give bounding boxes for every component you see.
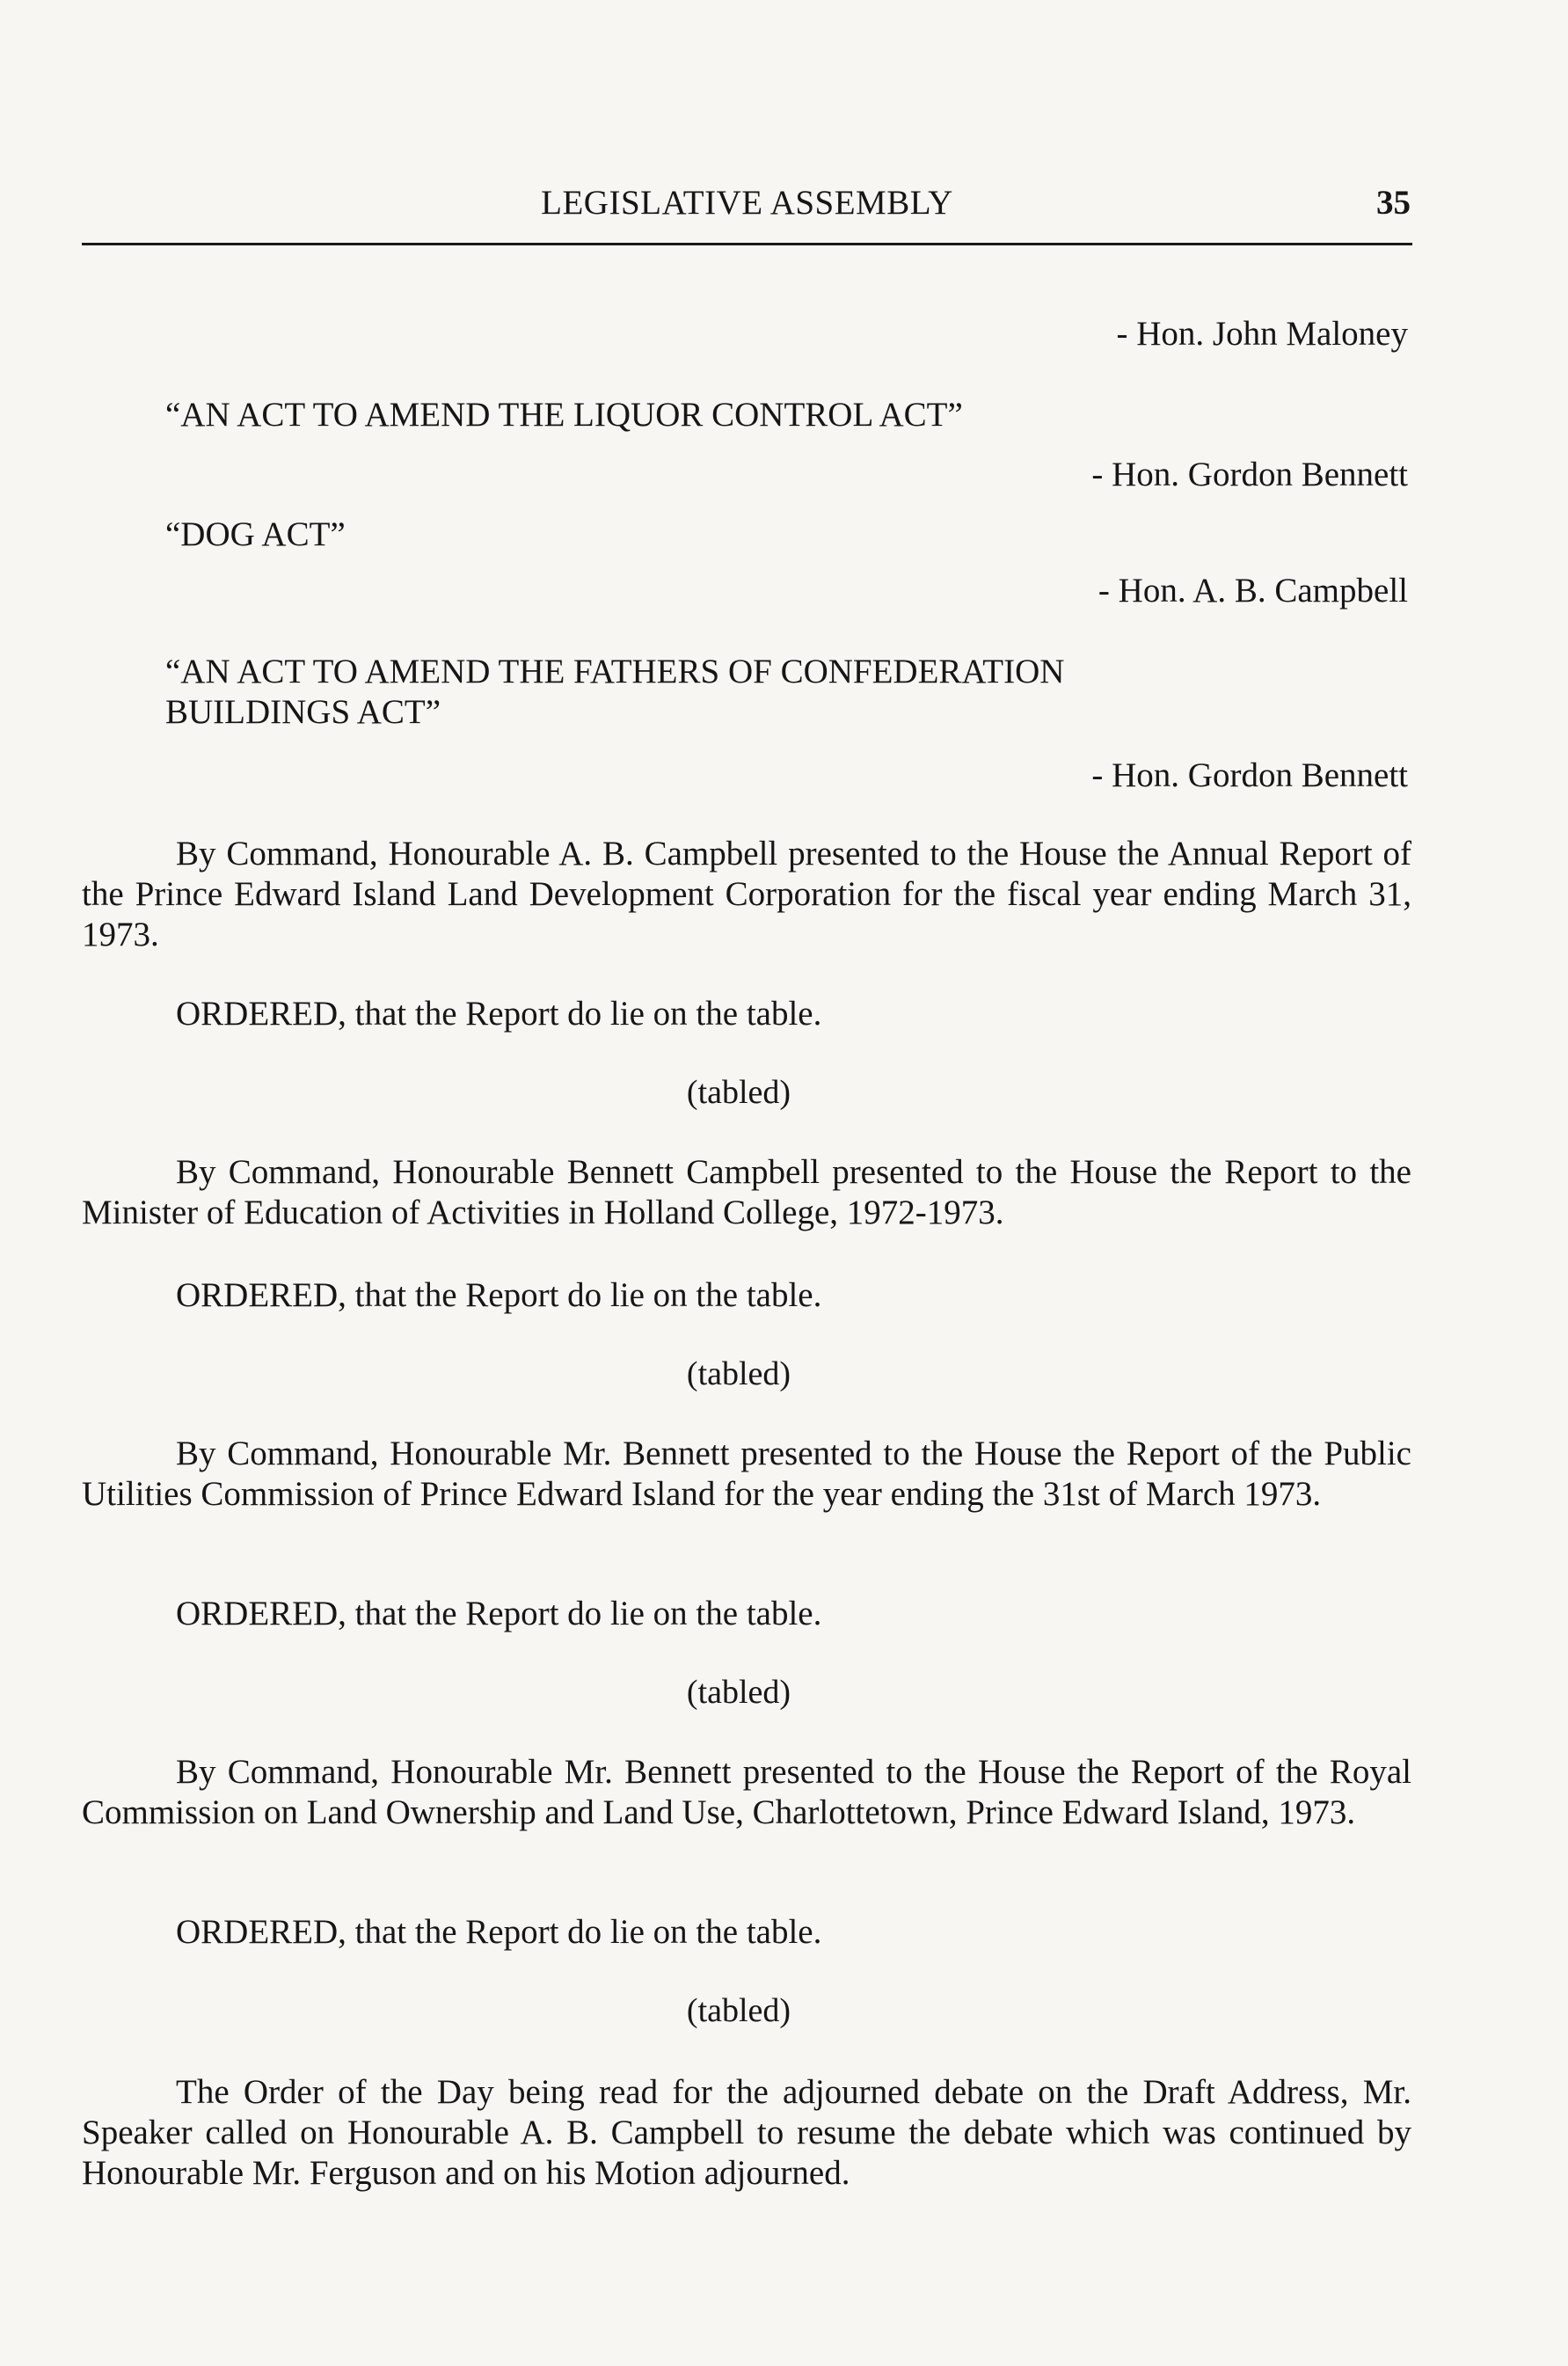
sponsor-gordon-bennett-2: - Hon. Gordon Bennett	[1091, 756, 1408, 794]
act-title-liquor-control: “AN ACT TO AMEND THE LIQUOR CONTROL ACT”	[165, 396, 963, 434]
sponsor-gordon-bennett-1: - Hon. Gordon Bennett	[1091, 456, 1408, 493]
act-title-dog: “DOG ACT”	[165, 515, 346, 553]
ordered-line: ORDERED, that the Report do lie on the table.	[176, 1595, 822, 1632]
tabled-note: (tabled)	[686, 1355, 791, 1392]
sponsor-ab-campbell: - Hon. A. B. Campbell	[1098, 572, 1408, 610]
paragraph-text: The Order of the Day being read for the adjourned debate on the Draft Address, Mr. Speaker called on Honourable A. B. Campbell to resume the debate which was continued by Honourable Mr. Ferguson and on his Motion adjourned.	[82, 2073, 1411, 2192]
paragraph-holland-college	[82, 1152, 1411, 1233]
paragraph-text: By Command, Honourable Bennett Campbell presented to the House the Report to the Minister of Education of Activities in Holland College, 1972-1973.	[82, 1153, 1411, 1231]
header-title: LEGISLATIVE ASSEMBLY	[541, 184, 953, 222]
act-title-fathers-line-1: “AN ACT TO AMEND THE FATHERS OF CONFEDERATION	[165, 653, 1065, 690]
ordered-line: ORDERED, that the Report do lie on the table.	[176, 995, 822, 1033]
sponsor-john-maloney: - Hon. John Maloney	[1116, 315, 1408, 353]
paragraph-text: By Command, Honourable Mr. Bennett presented to the House the Report of the Royal Commission on Land Ownership and Land Use, Charlottetown, Prince Edward Island, 1973.	[82, 1753, 1411, 1831]
page-header	[82, 179, 1412, 245]
paragraph-public-utilities	[82, 1434, 1411, 1515]
paragraph-land-development	[82, 834, 1411, 955]
ordered-line: ORDERED, that the Report do lie on the table.	[176, 1913, 822, 1951]
page-number: 35	[1376, 184, 1411, 222]
paragraph-royal-commission	[82, 1752, 1411, 1833]
act-title-fathers-line-2: BUILDINGS ACT”	[165, 693, 441, 731]
paragraph-text: By Command, Honourable A. B. Campbell presented to the House the Annual Report of the Prince Edward Island Land Development Corporation for the fiscal year ending March 31, 1973.	[82, 835, 1411, 953]
ordered-line: ORDERED, that the Report do lie on the table.	[176, 1276, 822, 1314]
paragraph-text: By Command, Honourable Mr. Bennett presented to the House the Report of the Public Utilities Commission of Prince Edward Island for the year ending the 31st of March 1973.	[82, 1435, 1411, 1513]
paragraph-order-of-day	[82, 2072, 1411, 2194]
tabled-note: (tabled)	[686, 1992, 791, 2029]
tabled-note: (tabled)	[686, 1074, 791, 1111]
tabled-note: (tabled)	[686, 1674, 791, 1711]
